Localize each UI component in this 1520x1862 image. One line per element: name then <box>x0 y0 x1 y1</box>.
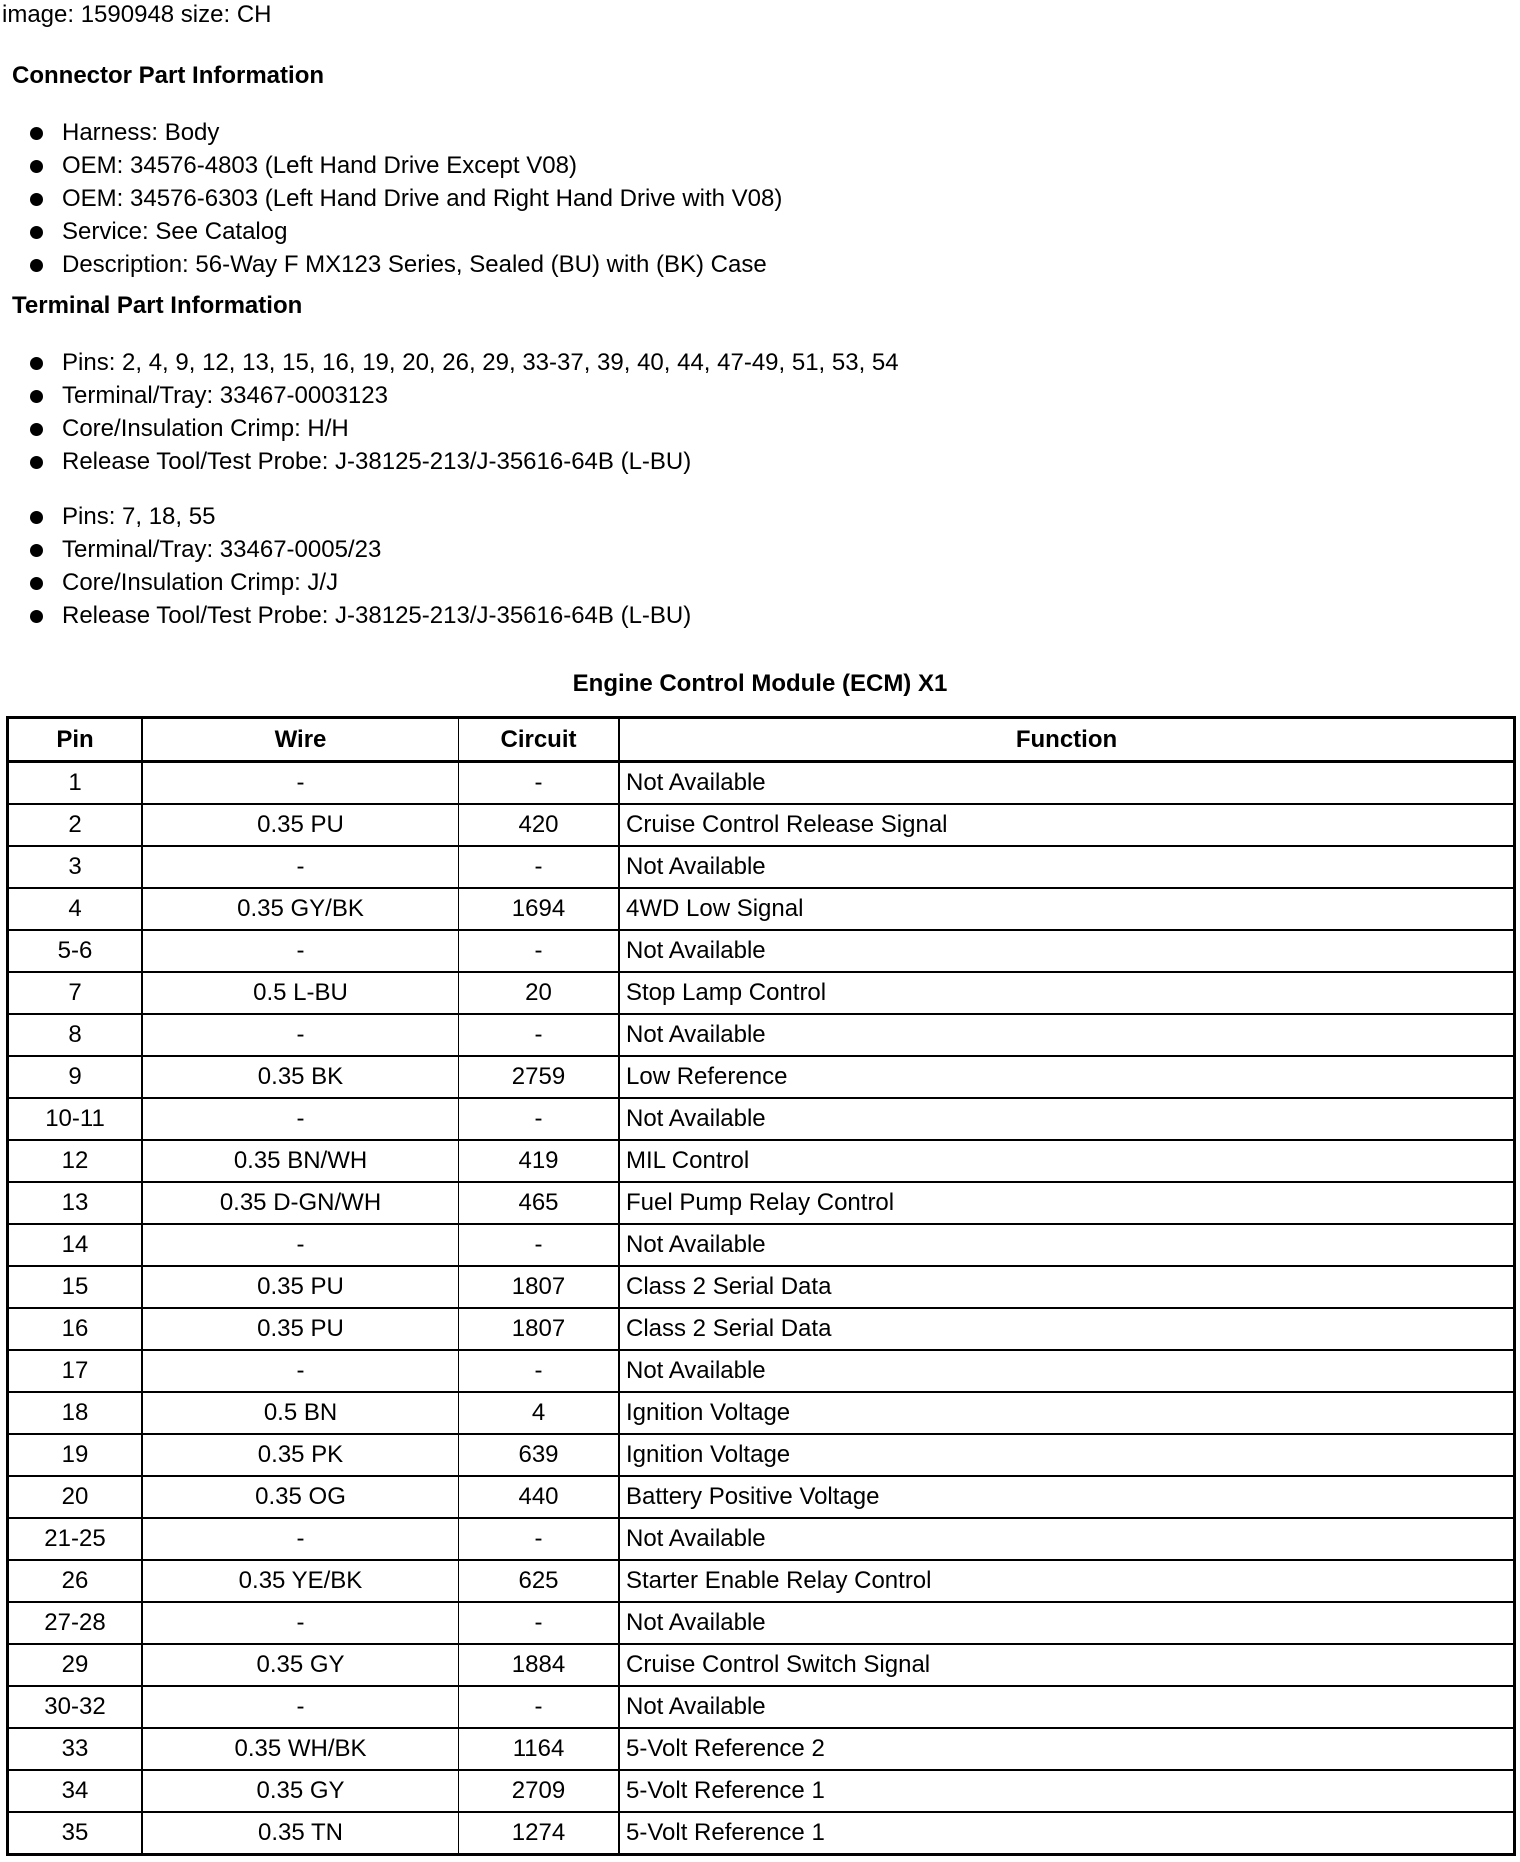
cell-circuit: 1807 <box>459 1308 620 1350</box>
cell-wire: - <box>142 1686 459 1728</box>
cell-circuit: 1274 <box>459 1812 620 1855</box>
list-item-text: Terminal/Tray: 33467-0003123 <box>62 382 388 409</box>
table-row <box>8 1056 1515 1098</box>
cell-function: Not Available <box>619 762 1515 805</box>
bullet-icon <box>30 390 43 403</box>
list-item-text: Description: 56-Way F MX123 Series, Sealed (BU) with (BK) Case <box>62 251 767 278</box>
cell-pin: 14 <box>8 1224 143 1266</box>
cell-function: Not Available <box>619 846 1515 888</box>
bullet-icon <box>30 423 43 436</box>
cell-function: Not Available <box>619 1014 1515 1056</box>
table-row <box>8 1560 1515 1602</box>
pinout-table <box>6 716 1516 1856</box>
bullet-icon <box>30 456 43 469</box>
bullet-icon <box>30 259 43 272</box>
list-item-text: Pins: 7, 18, 55 <box>62 503 216 530</box>
cell-wire: 0.35 OG <box>142 1476 459 1518</box>
cell-function: Low Reference <box>619 1056 1515 1098</box>
list-item-text: OEM: 34576-6303 (Left Hand Drive and Right Hand Drive with V08) <box>62 185 783 212</box>
table-row <box>8 1518 1515 1560</box>
cell-circuit: - <box>459 762 620 805</box>
cell-circuit: 2709 <box>459 1770 620 1812</box>
cell-wire: - <box>142 1224 459 1266</box>
cell-circuit: 20 <box>459 972 620 1014</box>
cell-function: MIL Control <box>619 1140 1515 1182</box>
list-item <box>0 566 691 599</box>
list-item <box>0 116 782 149</box>
cell-pin: 13 <box>8 1182 143 1224</box>
cell-pin: 8 <box>8 1014 143 1056</box>
cell-circuit: - <box>459 1686 620 1728</box>
cell-wire: 0.5 BN <box>142 1392 459 1434</box>
cell-wire: 0.35 GY <box>142 1644 459 1686</box>
cell-function: 5-Volt Reference 2 <box>619 1728 1515 1770</box>
cell-wire: 0.35 PU <box>142 1308 459 1350</box>
cell-function: Not Available <box>619 1350 1515 1392</box>
cell-pin: 29 <box>8 1644 143 1686</box>
table-row <box>8 1014 1515 1056</box>
bullet-icon <box>30 357 43 370</box>
table-row <box>8 846 1515 888</box>
cell-pin: 18 <box>8 1392 143 1434</box>
cell-pin: 15 <box>8 1266 143 1308</box>
list-item-text: Pins: 2, 4, 9, 12, 13, 15, 16, 19, 20, 26, 29, 33-37, 39, 40, 44, 47-49, 51, 53, 54 <box>62 349 899 376</box>
cell-pin: 2 <box>8 804 143 846</box>
cell-wire: - <box>142 1602 459 1644</box>
table-row <box>8 1770 1515 1812</box>
list-item <box>0 412 899 445</box>
cell-function: Battery Positive Voltage <box>619 1476 1515 1518</box>
cell-function: 5-Volt Reference 1 <box>619 1812 1515 1855</box>
cell-wire: 0.35 PU <box>142 804 459 846</box>
terminal-heading: Terminal Part Information <box>12 292 303 319</box>
cell-wire: 0.35 BK <box>142 1056 459 1098</box>
list-item <box>0 182 782 215</box>
list-item <box>0 248 782 281</box>
cell-circuit: 4 <box>459 1392 620 1434</box>
list-item-text: Service: See Catalog <box>62 218 288 245</box>
connector-heading: Connector Part Information <box>12 62 325 89</box>
cell-circuit: - <box>459 1098 620 1140</box>
cell-circuit: 419 <box>459 1140 620 1182</box>
table-row <box>8 888 1515 930</box>
table-row <box>8 1812 1515 1855</box>
table-row <box>8 804 1515 846</box>
cell-function: Stop Lamp Control <box>619 972 1515 1014</box>
cell-pin: 35 <box>8 1812 143 1855</box>
list-item <box>0 445 899 478</box>
table-row <box>8 1644 1515 1686</box>
table-row <box>8 1434 1515 1476</box>
table-row <box>8 1182 1515 1224</box>
table-row <box>8 1392 1515 1434</box>
list-item-text: OEM: 34576-4803 (Left Hand Drive Except V08) <box>62 152 577 179</box>
list-item-text: Core/Insulation Crimp: J/J <box>62 569 339 596</box>
cell-function: Fuel Pump Relay Control <box>619 1182 1515 1224</box>
table-row <box>8 972 1515 1014</box>
cell-function: Not Available <box>619 1518 1515 1560</box>
list-item <box>0 533 691 566</box>
table-row <box>8 1098 1515 1140</box>
cell-function: Starter Enable Relay Control <box>619 1560 1515 1602</box>
bullet-icon <box>30 577 43 590</box>
cell-circuit: - <box>459 930 620 972</box>
list-item-text: Harness: Body <box>62 119 220 146</box>
cell-wire: - <box>142 846 459 888</box>
terminal-list-1 <box>0 346 899 478</box>
header-wire: Wire <box>142 718 459 762</box>
cell-circuit: 465 <box>459 1182 620 1224</box>
cell-wire: 0.35 YE/BK <box>142 1560 459 1602</box>
cell-wire: - <box>142 1350 459 1392</box>
list-item-text: Release Tool/Test Probe: J-38125-213/J-35616-64B (L-BU) <box>62 602 692 629</box>
list-item <box>0 215 782 248</box>
cell-pin: 21-25 <box>8 1518 143 1560</box>
cell-wire: 0.35 GY <box>142 1770 459 1812</box>
list-item <box>0 149 782 182</box>
cell-pin: 34 <box>8 1770 143 1812</box>
cell-pin: 19 <box>8 1434 143 1476</box>
cell-pin: 30-32 <box>8 1686 143 1728</box>
cell-circuit: 440 <box>459 1476 620 1518</box>
cell-function: Not Available <box>619 1224 1515 1266</box>
bullet-icon <box>30 610 43 623</box>
cell-function: Not Available <box>619 930 1515 972</box>
cell-function: Not Available <box>619 1098 1515 1140</box>
cell-wire: 0.35 WH/BK <box>142 1728 459 1770</box>
cell-circuit: 1164 <box>459 1728 620 1770</box>
bullet-icon <box>30 544 43 557</box>
cell-pin: 3 <box>8 846 143 888</box>
cell-pin: 17 <box>8 1350 143 1392</box>
cell-function: 4WD Low Signal <box>619 888 1515 930</box>
table-row <box>8 1308 1515 1350</box>
cell-wire: 0.5 L-BU <box>142 972 459 1014</box>
cell-function: Ignition Voltage <box>619 1392 1515 1434</box>
bullet-icon <box>30 193 43 206</box>
cell-function: Cruise Control Switch Signal <box>619 1644 1515 1686</box>
cell-pin: 5-6 <box>8 930 143 972</box>
cell-circuit: 2759 <box>459 1056 620 1098</box>
cell-function: Ignition Voltage <box>619 1434 1515 1476</box>
table-row <box>8 1266 1515 1308</box>
cell-pin: 20 <box>8 1476 143 1518</box>
table-row <box>8 1476 1515 1518</box>
cell-pin: 7 <box>8 972 143 1014</box>
cell-wire: 0.35 GY/BK <box>142 888 459 930</box>
bullet-icon <box>30 160 43 173</box>
bullet-icon <box>30 226 43 239</box>
cell-pin: 12 <box>8 1140 143 1182</box>
cell-wire: - <box>142 762 459 805</box>
cell-pin: 4 <box>8 888 143 930</box>
list-item-text: Terminal/Tray: 33467-0005/23 <box>62 536 382 563</box>
cell-wire: 0.35 BN/WH <box>142 1140 459 1182</box>
table-row <box>8 1728 1515 1770</box>
cell-function: Not Available <box>619 1686 1515 1728</box>
cell-circuit: 420 <box>459 804 620 846</box>
cell-pin: 16 <box>8 1308 143 1350</box>
cell-circuit: - <box>459 1350 620 1392</box>
table-row <box>8 930 1515 972</box>
cell-function: 5-Volt Reference 1 <box>619 1770 1515 1812</box>
cell-circuit: 1694 <box>459 888 620 930</box>
cell-wire: 0.35 TN <box>142 1812 459 1855</box>
cell-pin: 10-11 <box>8 1098 143 1140</box>
table-row <box>8 1224 1515 1266</box>
cell-function: Cruise Control Release Signal <box>619 804 1515 846</box>
cell-circuit: 625 <box>459 1560 620 1602</box>
cell-pin: 33 <box>8 1728 143 1770</box>
cell-circuit: 1884 <box>459 1644 620 1686</box>
cell-circuit: - <box>459 1014 620 1056</box>
header-pin: Pin <box>8 718 143 762</box>
table-row <box>8 1140 1515 1182</box>
cell-function: Class 2 Serial Data <box>619 1266 1515 1308</box>
table-row <box>8 1602 1515 1644</box>
cell-circuit: 639 <box>459 1434 620 1476</box>
table-header-row <box>8 718 1515 762</box>
list-item-text: Core/Insulation Crimp: H/H <box>62 415 349 442</box>
image-meta: image: 1590948 size: CH <box>2 1 272 28</box>
cell-circuit: - <box>459 846 620 888</box>
cell-wire: - <box>142 930 459 972</box>
cell-circuit: - <box>459 1518 620 1560</box>
cell-pin: 26 <box>8 1560 143 1602</box>
cell-pin: 9 <box>8 1056 143 1098</box>
header-function: Function <box>619 718 1515 762</box>
header-circuit: Circuit <box>459 718 620 762</box>
cell-wire: - <box>142 1014 459 1056</box>
cell-wire: - <box>142 1098 459 1140</box>
connector-list <box>0 116 782 281</box>
terminal-list-2 <box>0 500 691 632</box>
cell-pin: 1 <box>8 762 143 805</box>
table-title: Engine Control Module (ECM) X1 <box>572 670 948 697</box>
cell-wire: 0.35 PK <box>142 1434 459 1476</box>
cell-function: Not Available <box>619 1602 1515 1644</box>
bullet-icon <box>30 511 43 524</box>
cell-pin: 27-28 <box>8 1602 143 1644</box>
table-row <box>8 1686 1515 1728</box>
list-item <box>0 379 899 412</box>
cell-wire: 0.35 PU <box>142 1266 459 1308</box>
table-row <box>8 1350 1515 1392</box>
list-item <box>0 346 899 379</box>
cell-wire: - <box>142 1518 459 1560</box>
cell-circuit: - <box>459 1224 620 1266</box>
list-item-text: Release Tool/Test Probe: J-38125-213/J-35616-64B (L-BU) <box>62 448 692 475</box>
list-item <box>0 599 691 632</box>
cell-wire: 0.35 D-GN/WH <box>142 1182 459 1224</box>
cell-circuit: 1807 <box>459 1266 620 1308</box>
list-item <box>0 500 691 533</box>
cell-function: Class 2 Serial Data <box>619 1308 1515 1350</box>
table-row <box>8 762 1515 805</box>
bullet-icon <box>30 127 43 140</box>
cell-circuit: - <box>459 1602 620 1644</box>
